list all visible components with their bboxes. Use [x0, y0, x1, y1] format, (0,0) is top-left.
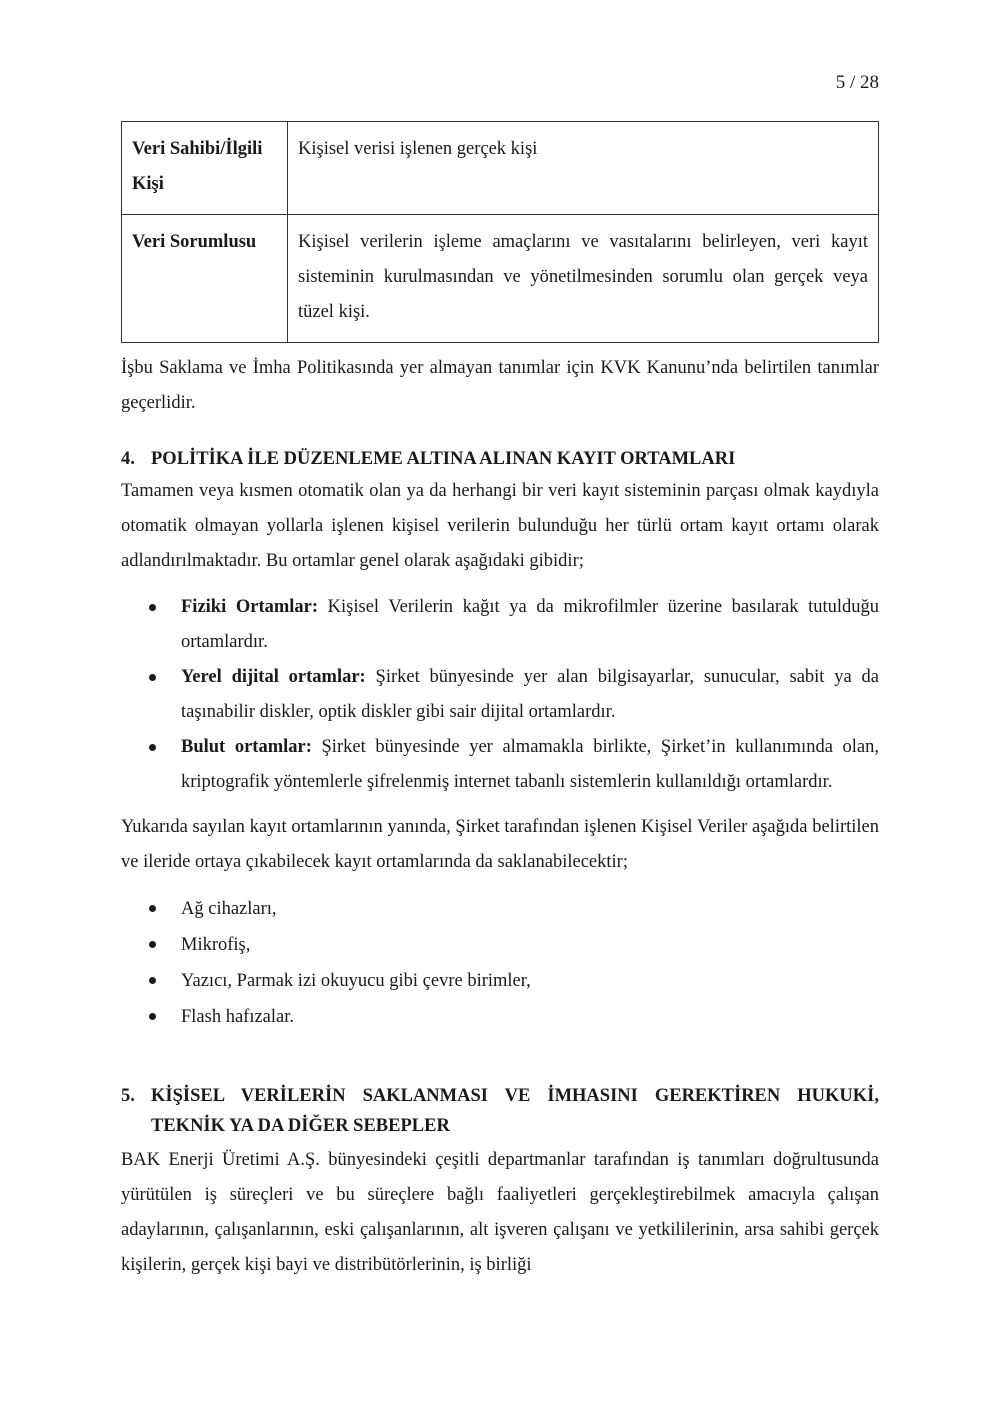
list-item-text: Şirket bünyesinde yer almamakla birlikte, Şirket’in kullanımında olan, kriptografik yöntemlerle şifrelenmiş internet tabanlı sistemlerin kullanıldığı ortamlardır. [181, 737, 880, 792]
intro-paragraph: İşbu Saklama ve İmha Politikasında yer almayan tanımlar için KVK Kanunu’nda belirtilen tanımlar geçerlidir. [121, 358, 879, 413]
definition-description: Kişisel verilerin işleme amaçlarını ve vasıtalarını belirleyen, veri kayıt sisteminin kurulmasından ve yönetilmesinden sorumlu olan gerçek veya tüzel kişi. [288, 215, 879, 343]
section-title: POLİTİKA İLE DÜZENLEME ALTINA ALINAN KAYIT ORTAMLARI [151, 449, 736, 469]
section-number: 4. [121, 449, 135, 469]
list-item-text: Kişisel Verilerin kağıt ya da mikrofilmler üzerine basılarak tutulduğu ortamlardır. [181, 597, 879, 652]
bullet-icon [149, 977, 156, 984]
bullet-icon [149, 941, 156, 948]
list-item-text: Ağ cihazları, [181, 899, 277, 919]
bullet-icon [149, 905, 156, 912]
definitions-table [121, 121, 879, 343]
bullet-icon [149, 674, 156, 681]
list-item-text: Şirket bünyesinde yer alan bilgisayarlar, sunucular, sabit ya da taşınabilir diskler, optik diskler gibi sair dijital ortamlardır. [181, 667, 879, 722]
list-item [121, 660, 879, 730]
list-item-text: Mikrofiş, [181, 935, 251, 955]
list-item [121, 927, 879, 963]
list-item [121, 999, 879, 1035]
page-number: 5 / 28 [835, 72, 879, 93]
definition-term: Veri Sorumlusu [122, 215, 288, 343]
document-body [121, 121, 879, 1283]
list-item-text: Flash hafızalar. [181, 1007, 295, 1027]
section-4-paragraph-2: Yukarıda sayılan kayıt ortamlarının yanında, Şirket tarafından işlenen Kişisel Veriler aşağıda belirtilen ve ileride ortaya çıkabilecek kayıt ortamlarında da saklanabilecektir; [121, 817, 879, 872]
section-5-heading [121, 1081, 879, 1141]
list-item-label: Fiziki Ortamlar: [181, 597, 319, 617]
media-types-list [121, 590, 879, 800]
list-item-label: Yerel dijital ortamlar: [181, 667, 366, 687]
section-5-paragraph: BAK Enerji Üretimi A.Ş. bünyesindeki çeşitli departmanlar tarafından iş tanımları doğrultusunda yürütülen iş süreçleri ve bu süreçlere bağlı faaliyetleri gerçekleştirebilmek amacıyla çalışan adaylarının, çalışanlarının, eski çalışanlarının, alt işveren çalışanı ve yetkililerinin, arsa sahibi gerçek kişilerin, gerçek kişi bayi ve distribütörlerinin, iş birliği [121, 1150, 879, 1275]
bullet-icon [149, 1013, 156, 1020]
section-4-heading [121, 444, 879, 474]
list-item-text: Yazıcı, Parmak izi okuyucu gibi çevre birimler, [181, 971, 531, 991]
table-row [122, 215, 879, 343]
table-row [122, 122, 879, 215]
section-number: 5. [121, 1086, 135, 1106]
definition-description: Kişisel verisi işlenen gerçek kişi [288, 122, 879, 215]
list-item [121, 891, 879, 927]
list-item-label: Bulut ortamlar: [181, 737, 312, 757]
section-4-paragraph: Tamamen veya kısmen otomatik olan ya da herhangi bir veri kayıt sisteminin parçası olmak kaydıyla otomatik olmayan yollarla işlenen kişisel verilerin bulunduğu her türlü ortam kayıt ortamı olarak adlandırılmaktadır. Bu ortamlar genel olarak aşağıdaki gibidir; [121, 481, 879, 571]
list-item [121, 963, 879, 999]
section-title: KİŞİSEL VERİLERİN SAKLANMASI VE İMHASINI GEREKTİREN HUKUKİ, TEKNİK YA DA DİĞER SEBEPLER [151, 1086, 879, 1136]
list-item [121, 730, 879, 800]
definition-term: Veri Sahibi/İlgili Kişi [122, 122, 288, 215]
bullet-icon [149, 744, 156, 751]
list-item [121, 590, 879, 660]
other-media-list [121, 891, 879, 1035]
bullet-icon [149, 604, 156, 611]
